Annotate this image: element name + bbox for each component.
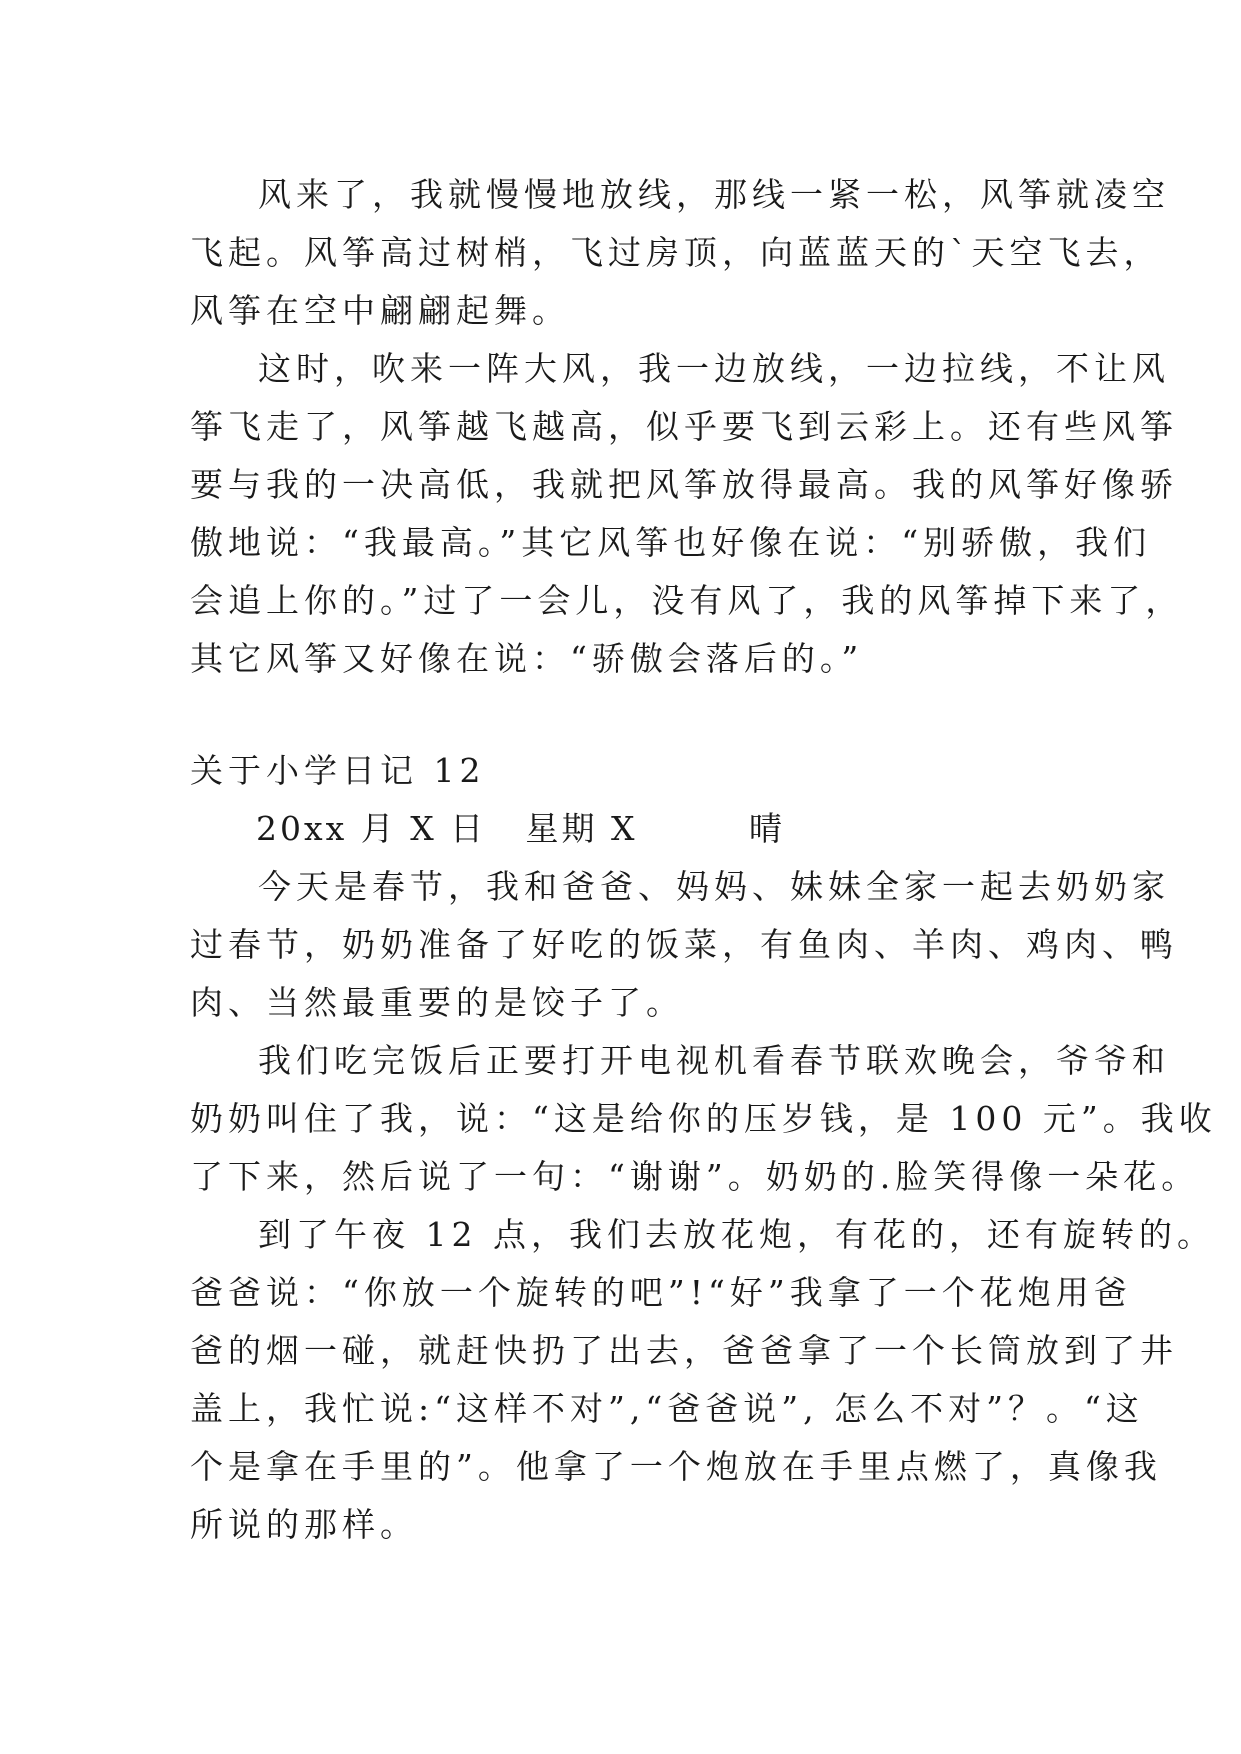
diary-dateline — [256, 800, 785, 858]
text-line: 盖上，我忙说:“这样不对”,“爸爸说”, 怎么不对”？。“这 — [190, 1389, 1144, 1428]
text-line: 个是拿在手里的”。他拿了一个炮放在手里点燃了，真像我 — [190, 1447, 1162, 1486]
text-line: 了下来，然后说了一句：“谢谢”。奶奶的.脸笑得像一朵花。 — [190, 1157, 1200, 1196]
text-line: 今天是春节，我和爸爸、妈妈、妹妹全家一起去奶奶家 — [258, 867, 1170, 906]
text-line: 过春节，奶奶准备了好吃的饭菜，有鱼肉、羊肉、鸡肉、鸭 — [190, 925, 1178, 964]
diary-weather: 晴 — [749, 809, 785, 848]
paragraph-strong-wind — [190, 340, 1184, 688]
text-line: 爸爸说：“你放一个旋转的吧”!“好”我拿了一个花炮用爸 — [190, 1273, 1132, 1312]
text-line: 这时，吹来一阵大风，我一边放线，一边拉线，不让风 — [258, 349, 1170, 388]
paragraph-spring-festival — [190, 858, 1178, 1032]
text-line: 奶奶叫住了我，说：“这是给你的压岁钱，是 100 元”。我收 — [190, 1099, 1217, 1138]
text-line: 肉、当然最重要的是饺子了。 — [190, 983, 684, 1022]
diary-date: 20xx 月 X 日 — [256, 809, 487, 848]
text-line: 飞起。风筝高过树梢，飞过房顶，向蓝蓝天的`天空飞去， — [190, 233, 1162, 272]
text-line: 我们吃完饭后正要打开电视机看春节联欢晚会，爷爷和 — [258, 1041, 1170, 1080]
text-line: 所说的那样。 — [190, 1505, 418, 1544]
text-line: 会追上你的。”过了一会儿，没有风了，我的风筝掉下来了， — [190, 581, 1184, 620]
text-line: 风来了，我就慢慢地放线，那线一紧一松，风筝就凌空 — [258, 175, 1170, 214]
text-line: 风筝在空中翩翩起舞。 — [190, 291, 570, 330]
text-line: 筝飞走了，风筝越飞越高，似乎要飞到云彩上。还有些风筝 — [190, 407, 1178, 446]
spring-festival-section — [190, 858, 1217, 1554]
kite-story-section — [190, 166, 1184, 688]
text-line: 傲地说：“我最高。”其它风筝也好像在说：“别骄傲，我们 — [190, 523, 1152, 562]
paragraph-fireworks — [190, 1206, 1215, 1554]
text-line: 爸的烟一碰，就赶快扔了出去，爸爸拿了一个长筒放到了井 — [190, 1331, 1178, 1370]
diary-heading: 关于小学日记 12 — [190, 751, 486, 790]
text-line: 其它风筝又好像在说：“骄傲会落后的。” — [190, 639, 864, 678]
paragraph-lucky-money — [190, 1032, 1217, 1206]
text-line: 要与我的一决高低，我就把风筝放得最高。我的风筝好像骄 — [190, 465, 1178, 504]
text-line: 到了午夜 12 点，我们去放花炮，有花的，还有旋转的。 — [258, 1215, 1215, 1254]
paragraph-wind-comes — [190, 166, 1170, 340]
diary-weekday: 星期 X — [525, 809, 638, 848]
